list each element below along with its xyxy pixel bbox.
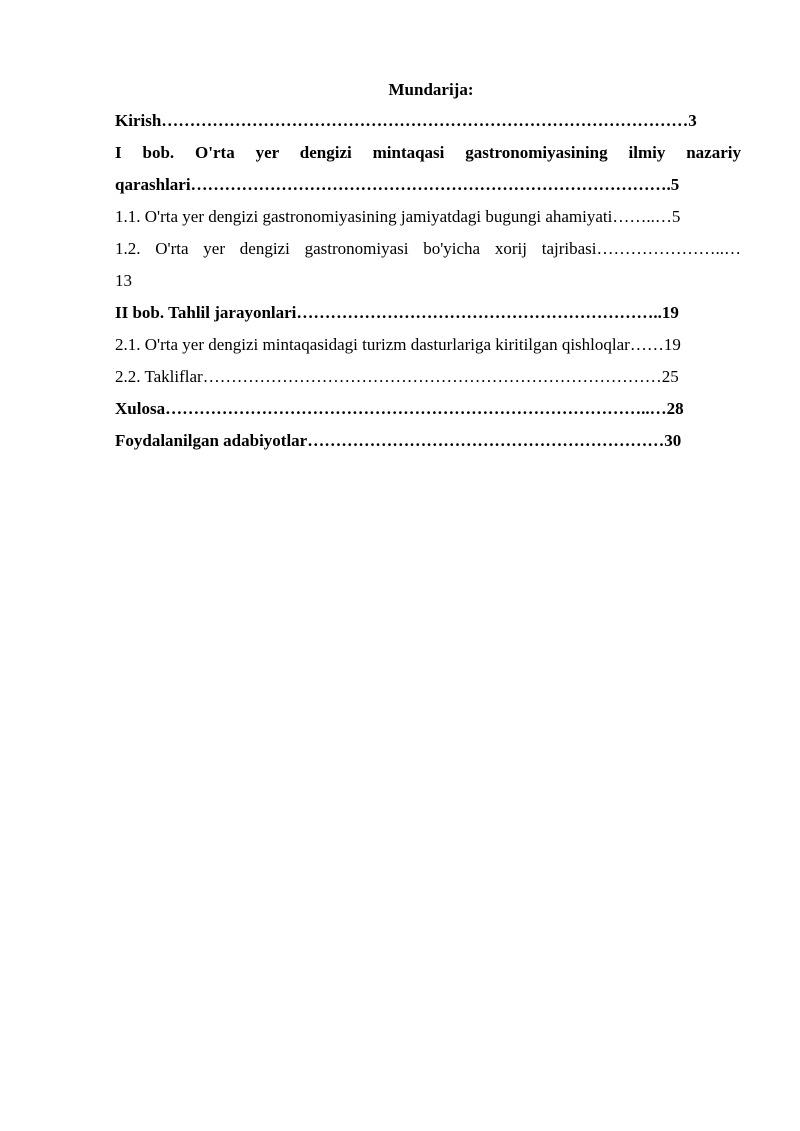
toc-entry-1-1: 1.1. O'rta yer dengizi gastronomiyasining jamiyatdagi bugungi ahamiyati……..…5 (115, 207, 681, 226)
table-of-contents (115, 75, 741, 457)
toc-entry-2-2: 2.2. Takliflar………………………………………………………………………25 (115, 367, 679, 386)
toc-entry-2-1: 2.1. O'rta yer dengizi mintaqasidagi turizm dasturlariga kiritilgan qishloqlar……19 (115, 335, 681, 354)
toc-entry-chapter-1-cont: qarashlari………………………………………………………………………….5 (115, 175, 680, 194)
toc-entry-xulosa: Xulosa…………………………………………………………………………..…28 (115, 399, 684, 418)
toc-entry-1-2: 1.2. O'rta yer dengizi gastronomiyasi bo'yicha xorij tajribasi…………………..… (115, 239, 741, 258)
toc-entry-kirish: Kirish…………………………………………………………………………………3 (115, 111, 697, 130)
toc-title: Mundarija: (388, 80, 474, 99)
toc-entry-1-2-page: 13 (115, 271, 132, 290)
toc-entry-chapter-1: I bob. O'rta yer dengizi mintaqasi gastronomiyasining ilmiy nazariy (115, 143, 741, 162)
toc-entry-chapter-2: II bob. Tahlil jarayonlari………………………………………………………..19 (115, 303, 679, 322)
toc-entry-adabiyotlar: Foydalanilgan adabiyotlar………………………………………………………30 (115, 431, 682, 450)
